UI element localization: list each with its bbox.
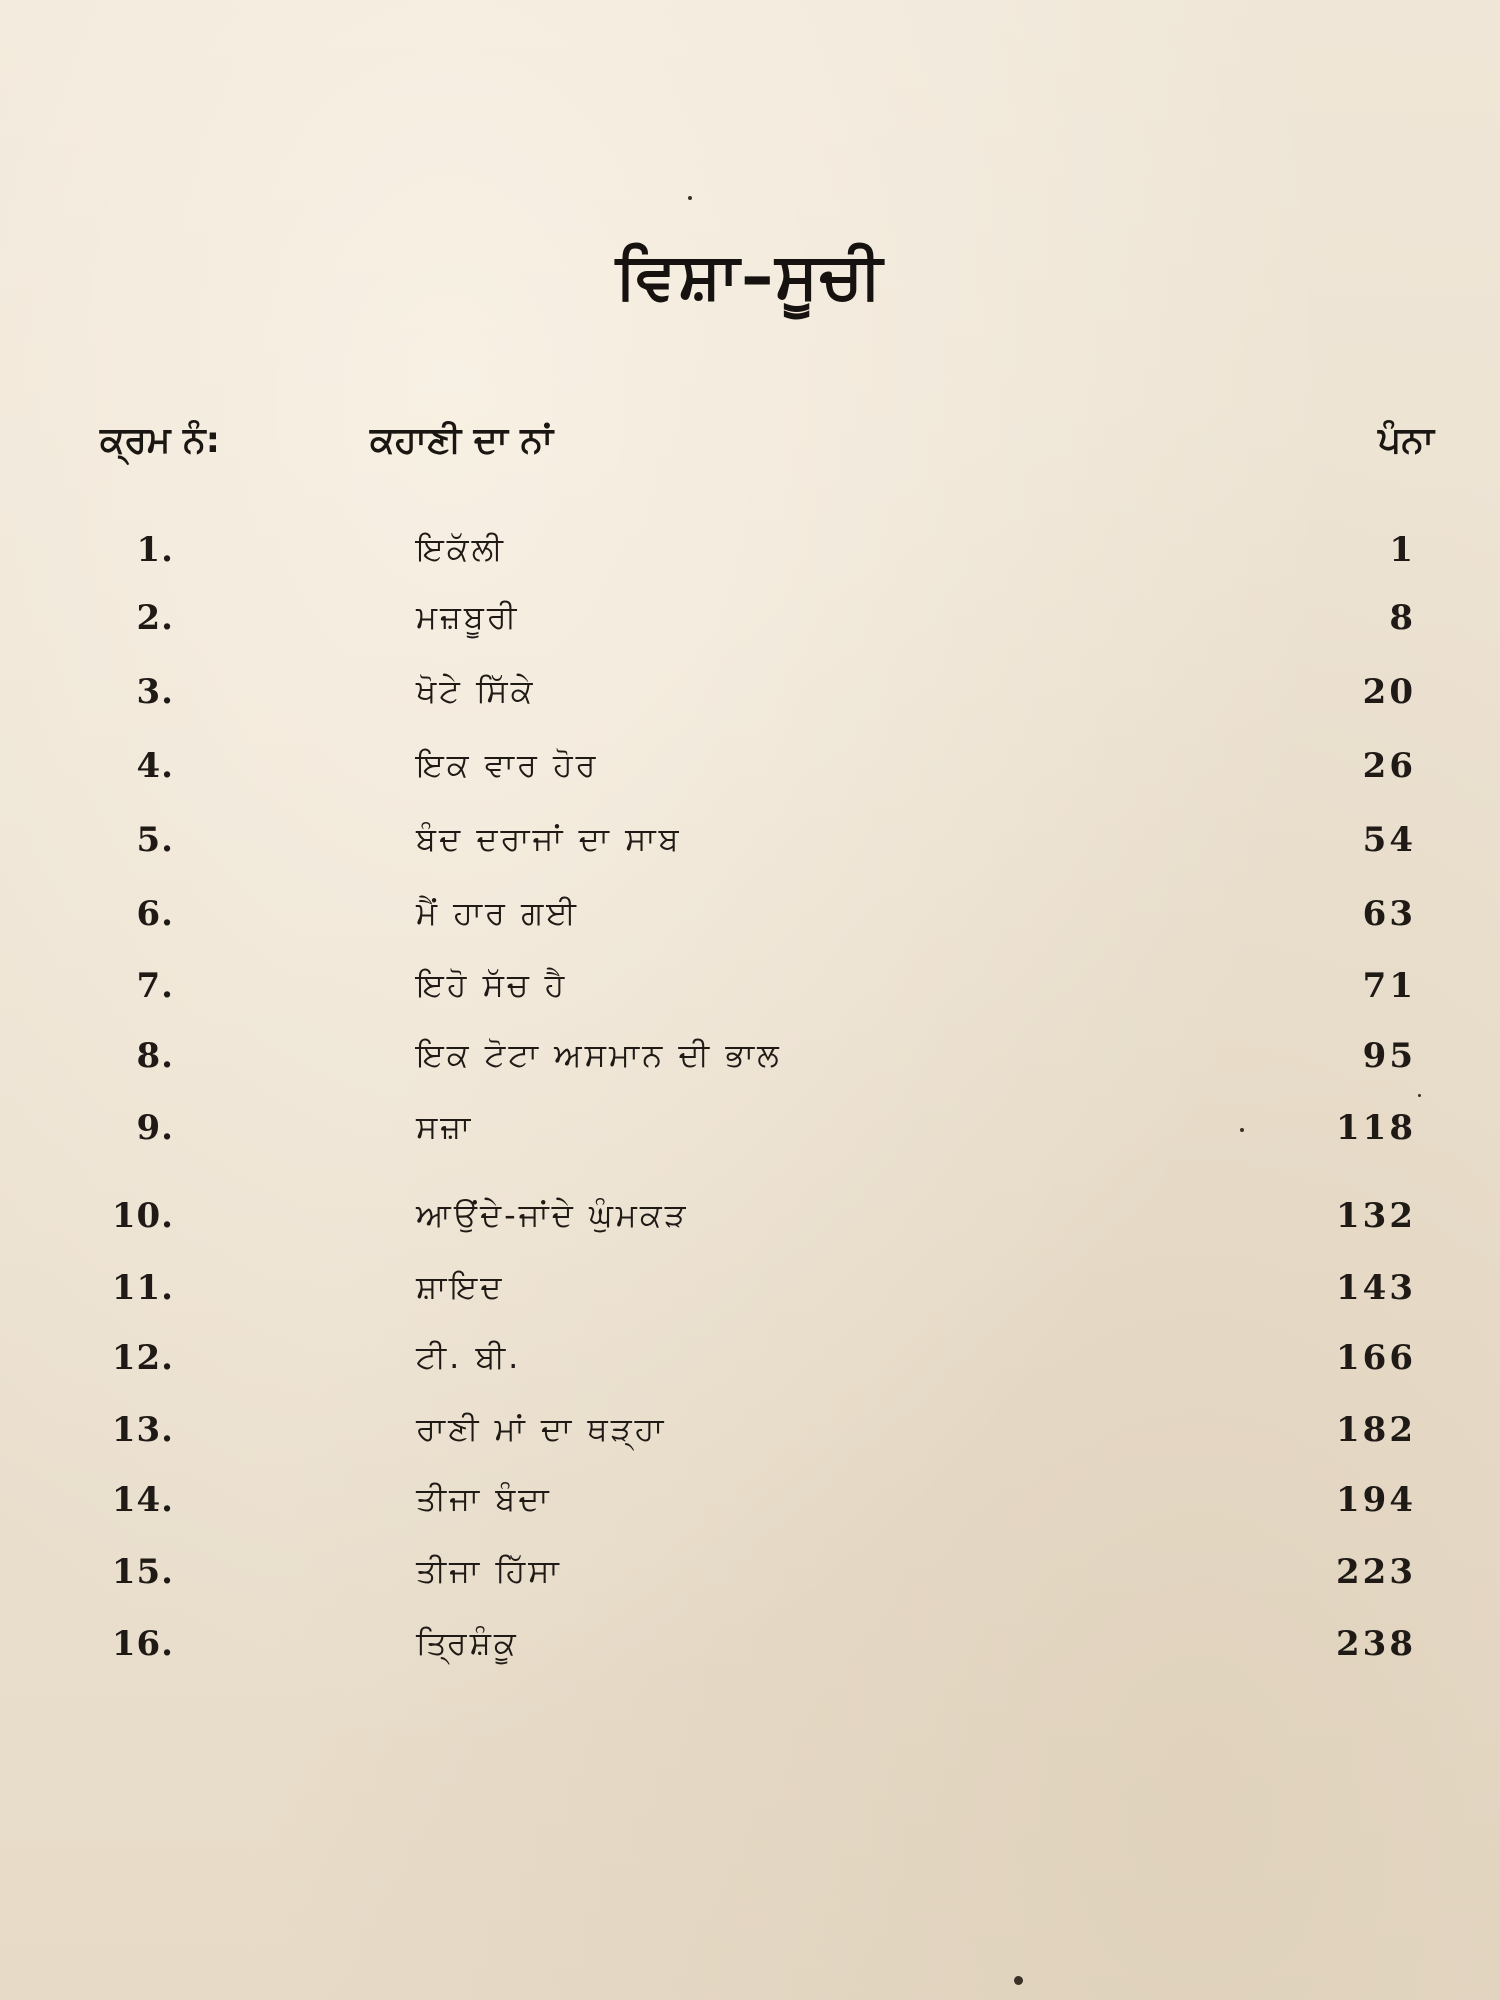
entry-title: ਤੀਜਾ ਹਿੱਸਾ xyxy=(416,1552,562,1590)
entry-serial: 7. xyxy=(136,966,174,1006)
entry-serial: 2. xyxy=(136,598,174,638)
toc-entry xyxy=(0,820,1500,870)
paper-speck xyxy=(1418,1094,1421,1097)
entry-page: 54 xyxy=(1362,820,1416,860)
page-title: ਵਿਸ਼ਾ–ਸੂਚੀ xyxy=(615,240,885,314)
entry-title: ਮਜ਼ਬੂਰੀ xyxy=(416,598,520,636)
entry-title: ਖੋਟੇ ਸਿੱਕੇ xyxy=(416,672,536,710)
entry-page: 182 xyxy=(1336,1410,1416,1450)
entry-page: 71 xyxy=(1362,966,1416,1006)
entry-title: ਆਉਂਦੇ-ਜਾਂਦੇ ਘੁੰਮਕੜ xyxy=(416,1196,689,1234)
entry-serial: 10. xyxy=(111,1196,174,1236)
entry-title: ਤੀਜਾ ਬੰਦਾ xyxy=(416,1480,552,1518)
entry-serial: 5. xyxy=(136,820,174,860)
entry-title: ਇਹੋ ਸੱਚ ਹੈ xyxy=(416,966,568,1004)
toc-entry xyxy=(0,1268,1500,1318)
entry-serial: 15. xyxy=(111,1552,174,1592)
paper-speck xyxy=(1240,1128,1244,1132)
entry-title: ਤ੍ਰਿਸ਼ੰਕੂ xyxy=(416,1624,519,1662)
toc-entry xyxy=(0,1196,1500,1246)
entry-serial: 3. xyxy=(136,672,174,712)
entry-serial: 11. xyxy=(111,1268,174,1308)
entry-serial: 9. xyxy=(136,1108,174,1148)
entry-serial: 13. xyxy=(111,1410,174,1450)
entry-page: 118 xyxy=(1336,1108,1416,1148)
entry-serial: 14. xyxy=(111,1480,174,1520)
entry-title: ਇਕ ਵਾਰ ਹੋਰ xyxy=(416,746,599,784)
header-serial-number: ਕ੍ਰਮ ਨੰ: xyxy=(100,420,220,461)
toc-entry xyxy=(0,1552,1500,1602)
entry-title: ਇਕ ਟੋਟਾ ਅਸਮਾਨ ਦੀ ਭਾਲ xyxy=(416,1036,782,1074)
toc-entry xyxy=(0,1480,1500,1530)
entry-title: ਬੰਦ ਦਰਾਜਾਂ ਦਾ ਸਾਬ xyxy=(416,820,682,858)
toc-entry xyxy=(0,1108,1500,1158)
entry-page: 223 xyxy=(1336,1552,1416,1592)
entry-page: 1 xyxy=(1389,530,1416,570)
entry-serial: 6. xyxy=(136,894,174,934)
entry-page: 238 xyxy=(1336,1624,1416,1664)
entry-page: 63 xyxy=(1362,894,1416,934)
toc-entry xyxy=(0,1338,1500,1388)
toc-entry xyxy=(0,1410,1500,1460)
entry-page: 95 xyxy=(1362,1036,1416,1076)
toc-entry xyxy=(0,672,1500,722)
header-story-name: ਕਹਾਣੀ ਦਾ ਨਾਂ xyxy=(370,420,554,461)
toc-entry xyxy=(0,1624,1500,1674)
entry-page: 194 xyxy=(1336,1480,1416,1520)
paper-speck xyxy=(688,196,692,200)
entry-title: ਸ਼ਾਇਦ xyxy=(416,1268,505,1306)
toc-entry xyxy=(0,746,1500,796)
entry-serial: 12. xyxy=(111,1338,174,1378)
toc-entry xyxy=(0,530,1500,580)
paper-speck xyxy=(1014,1976,1023,1985)
toc-entry xyxy=(0,894,1500,944)
entry-serial: 16. xyxy=(111,1624,174,1664)
entry-serial: 8. xyxy=(136,1036,174,1076)
entry-title: ਰਾਣੀ ਮਾਂ ਦਾ ਥੜ੍ਹਾ xyxy=(416,1410,667,1448)
toc-entry xyxy=(0,1036,1500,1086)
header-page: ਪੰਨਾ xyxy=(1377,420,1434,461)
toc-entry xyxy=(0,966,1500,1016)
entry-page: 20 xyxy=(1362,672,1416,712)
entry-page: 8 xyxy=(1389,598,1416,638)
entry-page: 143 xyxy=(1336,1268,1416,1308)
entry-title: ਇਕੱਲੀ xyxy=(416,530,506,568)
entry-page: 26 xyxy=(1362,746,1416,786)
toc-entry xyxy=(0,598,1500,648)
entry-serial: 4. xyxy=(136,746,174,786)
entry-page: 132 xyxy=(1336,1196,1416,1236)
entry-page: 166 xyxy=(1336,1338,1416,1378)
entry-title: ਟੀ. ਬੀ. xyxy=(416,1338,522,1376)
entry-serial: 1. xyxy=(136,530,174,570)
entry-title: ਸਜ਼ਾ xyxy=(416,1108,474,1146)
entry-title: ਮੈਂ ਹਾਰ ਗਈ xyxy=(416,894,580,932)
